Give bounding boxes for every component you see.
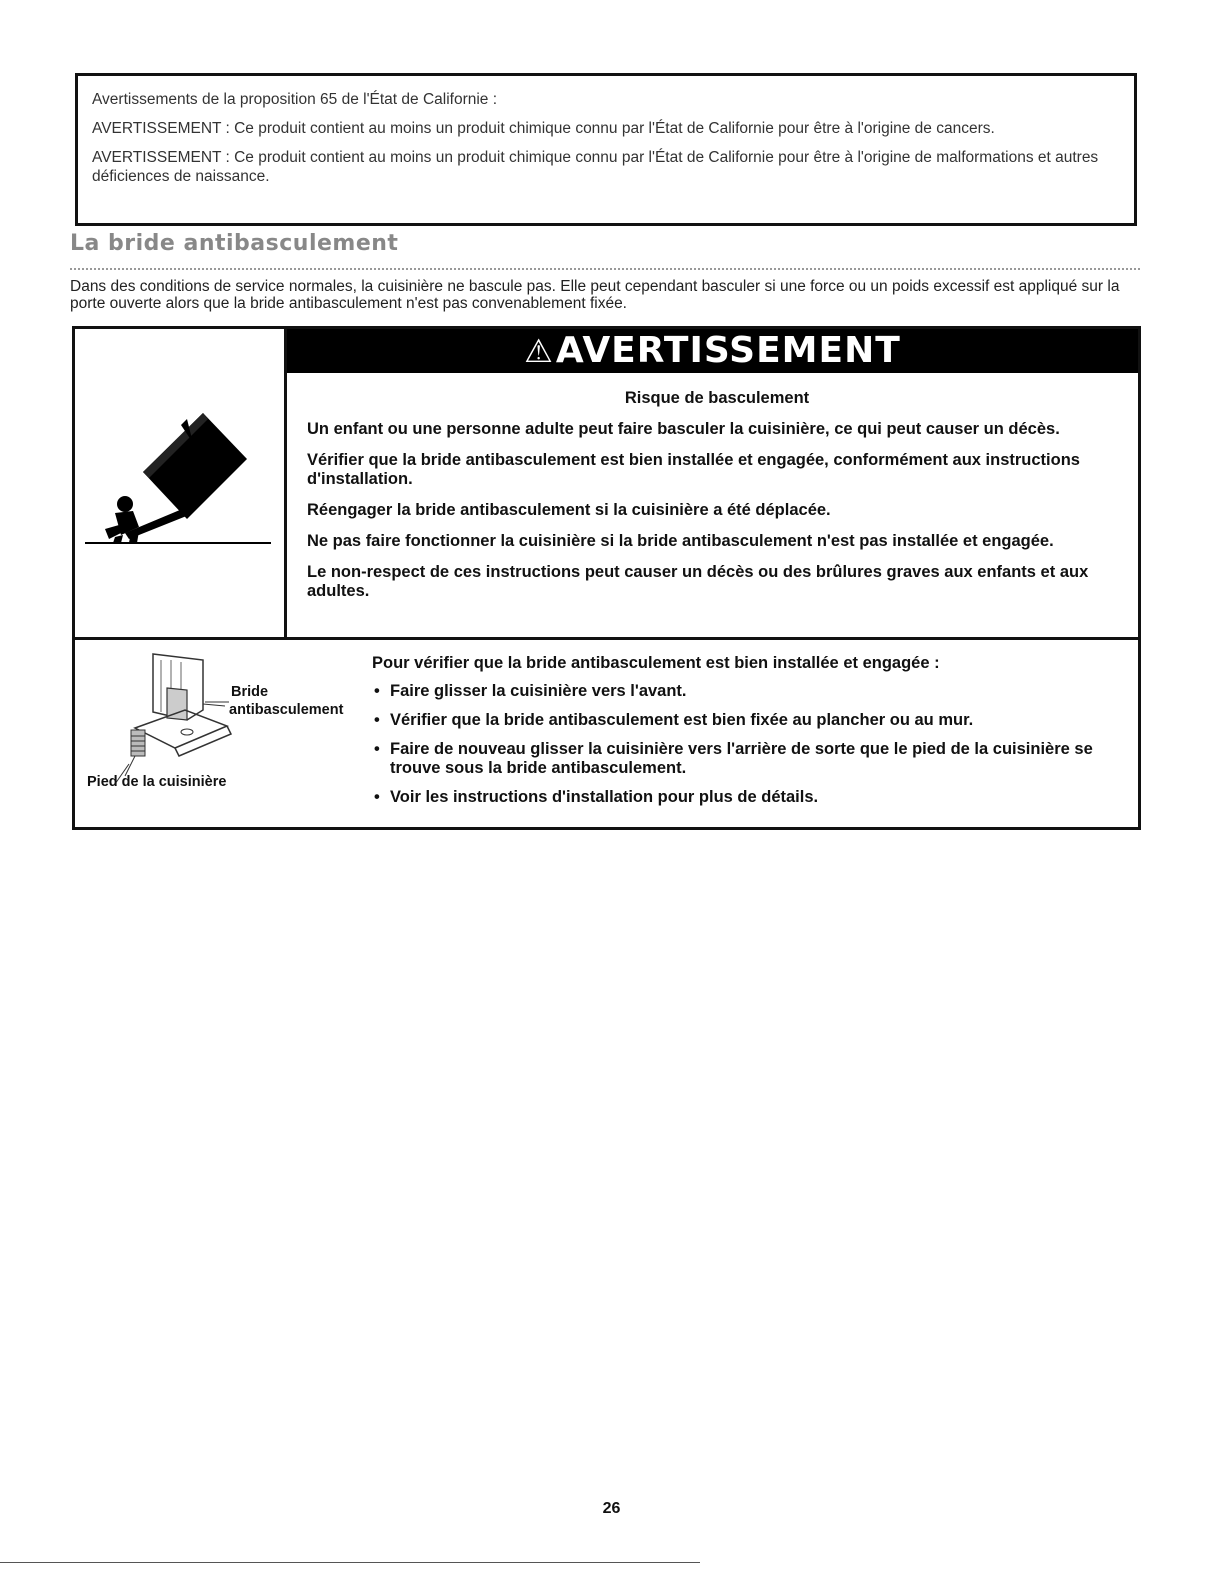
warning-content [307, 389, 1127, 613]
list-item: • Faire de nouveau glisser la cuisinière vers l'arrière de sorte que le pied de la cuisinière se trouve sous la bride antibasculement. [372, 740, 1142, 778]
label-bracket: Bride [231, 684, 269, 700]
warning-line: Un enfant ou une personne adulte peut faire basculer la cuisinière, ce qui peut causer un décès. [307, 420, 1060, 438]
prop65-warning-birth-defects: AVERTISSEMENT : Ce produit contient au moins un produit chimique connu par l'État de Californie pour être à l'origine de malformations et autres déficiences de naissance. [92, 149, 1099, 185]
warning-bottom-panel [75, 640, 1138, 827]
warning-line: Vérifier que la bride antibasculement est bien installée et engagée, conformément aux instructions d'installation. [307, 451, 1080, 488]
anti-tip-bracket-diagram [75, 640, 365, 820]
warning-banner-text: AVERTISSEMENT [555, 330, 901, 371]
tip-over-hazard-icon [75, 329, 284, 637]
prop65-warning-box [75, 73, 1137, 226]
warning-line: Le non-respect de ces instructions peut causer un décès ou des brûlures graves aux enfants et aux adultes. [307, 563, 1089, 600]
check-instructions [372, 654, 1142, 817]
warning-triangle-icon: ⚠ [524, 332, 554, 370]
list-item: • Vérifier que la bride antibasculement est bien fixée au plancher ou au mur. [372, 711, 1142, 730]
list-item: • Faire glisser la cuisinière vers l'avant. [372, 682, 1142, 701]
label-range-foot: Pied de la cuisinière [87, 774, 227, 790]
check-heading: Pour vérifier que la bride antibasculement est bien installée et engagée : [372, 654, 940, 672]
prop65-heading: Avertissements de la proposition 65 de l'État de Californie : [92, 91, 498, 108]
warning-top-panel [75, 329, 1138, 640]
check-list [372, 682, 1142, 807]
hazard-name: Risque de basculement [624, 389, 810, 407]
prop65-warning-cancer: AVERTISSEMENT : Ce produit contient au moins un produit chimique connu par l'État de Californie pour être à l'origine de cancers. [92, 120, 995, 137]
label-bracket-2: antibasculement [229, 702, 344, 718]
footer-rule [0, 1562, 700, 1563]
page-number: 26 [602, 1500, 621, 1517]
tip-over-icon-cell [75, 329, 287, 637]
warning-line: Ne pas faire fonctionner la cuisinière si la bride antibasculement n'est pas installée et engagée. [307, 532, 1054, 550]
section-intro: Dans des conditions de service normales, la cuisinière ne bascule pas. Elle peut cependant basculer si une force ou un poids excessif est appliqué sur la porte ouverte alors que la bride antibasculement n'est pas convenablement fixée. [70, 278, 1120, 312]
section-title: La bride antibasculement [70, 231, 399, 256]
list-item: • Voir les instructions d'installation pour plus de détails. [372, 788, 1142, 807]
warning-banner [287, 329, 1138, 373]
title-divider [70, 268, 1140, 270]
tip-over-warning-box [72, 326, 1141, 830]
warning-line: Réengager la bride antibasculement si la cuisinière a été déplacée. [307, 501, 831, 519]
